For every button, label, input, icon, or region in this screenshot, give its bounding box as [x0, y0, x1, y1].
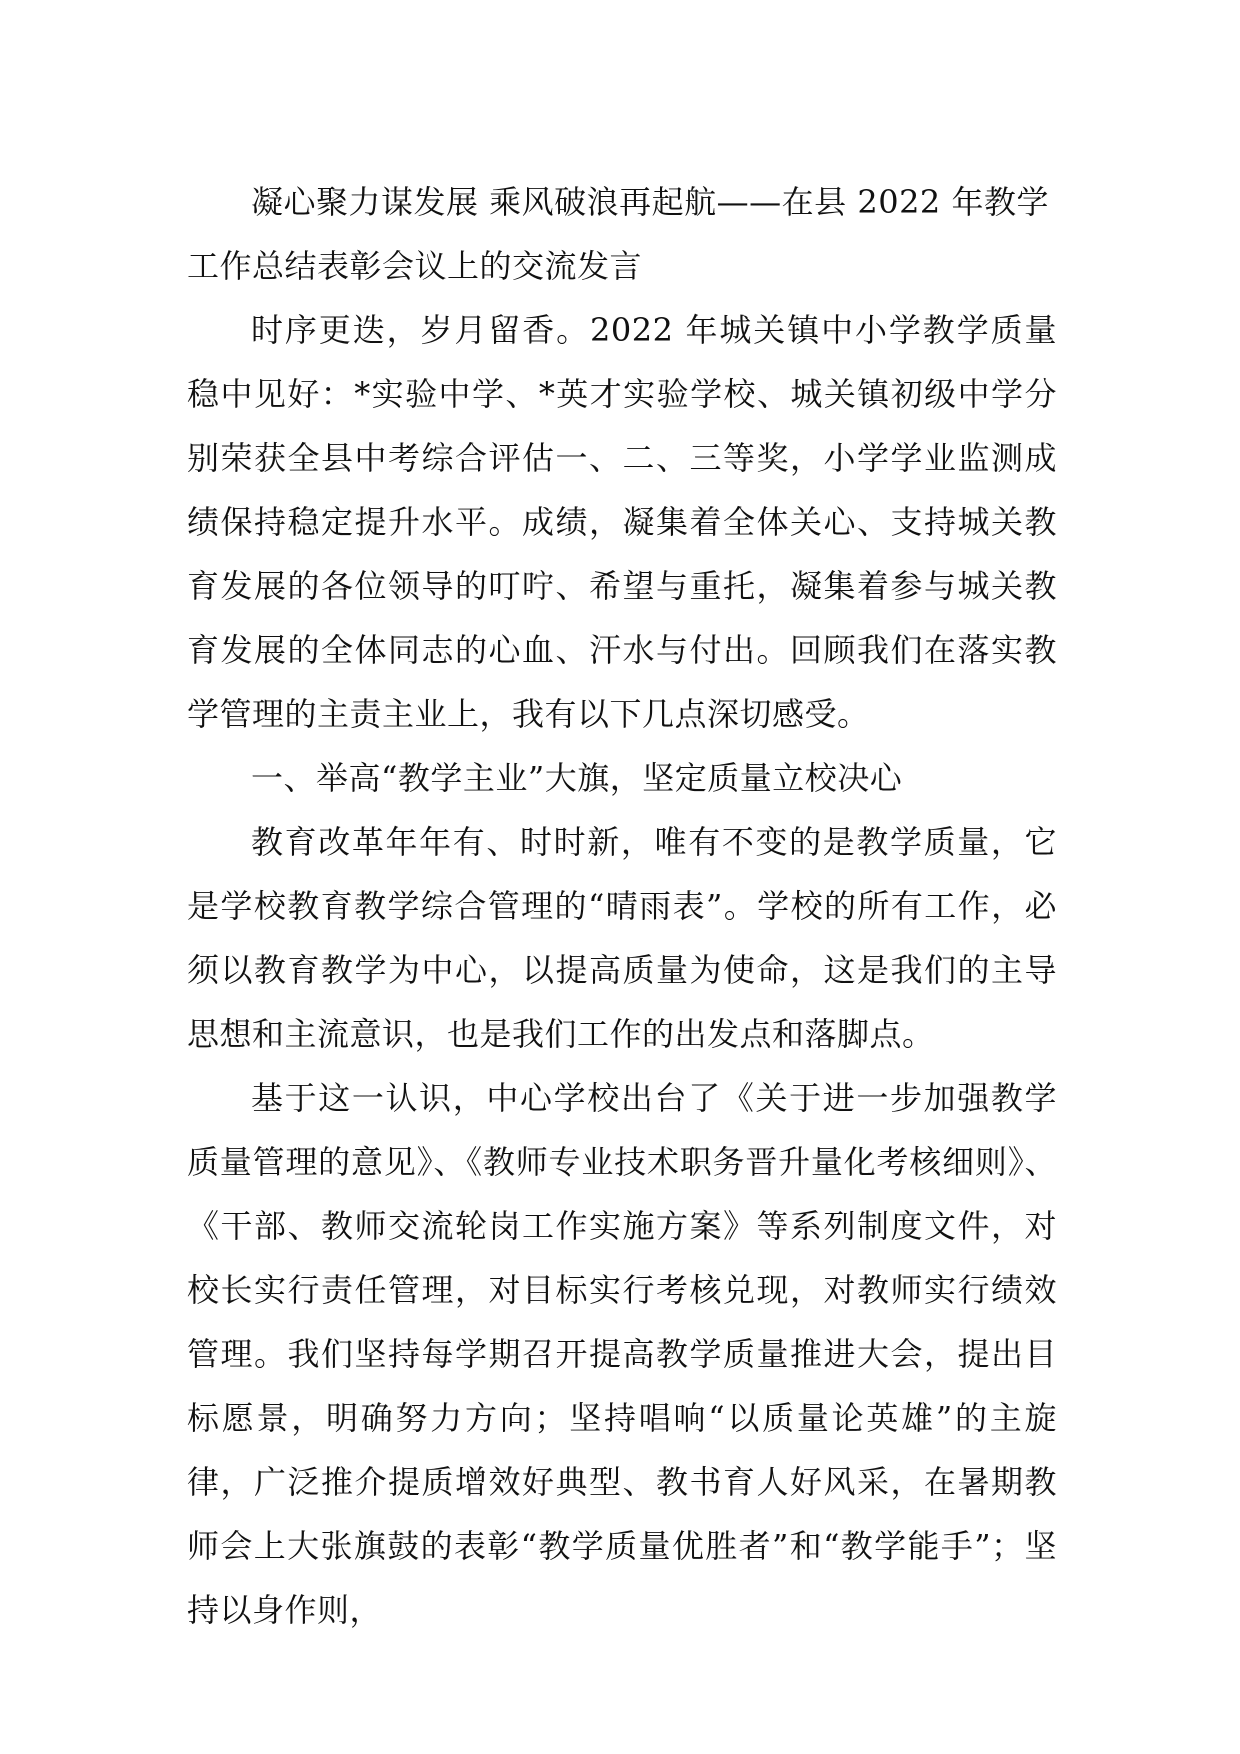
paragraph-intro: 时序更迭，岁月留香。2022 年城关镇中小学教学质量稳中见好：*实验中学、*英才实验学校、城关镇初级中学分别荣获全县中考综合评估一、二、三等奖，小学学业监测成绩保持稳定提升水平。成绩，凝集着全体关心、支持城关教育发展的各位领导的叮咛、希望与重托，凝集着参与城关教育发展的全体同志的心血、汗水与付出。回顾我们在落实教学管理的主责主业上，我有以下几点深切感受。	[187, 311, 1057, 733]
document-body	[187, 170, 1057, 1642]
document-title: 凝心聚力谋发展 乘风破浪再起航——在县 2022 年教学工作总结表彰会议上的交流发言	[187, 183, 1049, 285]
paragraph-policy-measures: 基于这一认识，中心学校出台了《关于进一步加强教学质量管理的意见》、《教师专业技术职务晋升量化考核细则》、《干部、教师交流轮岗工作实施方案》等系列制度文件，对校长实行责任管理，对目标实行考核兑现，对教师实行绩效管理。我们坚持每学期召开提高教学质量推进大会，提出目标愿景，明确努力方向；坚持唱响“以质量论英雄”的主旋律，广泛推介提质增效好典型、教书育人好风采，在暑期教师会上大张旗鼓的表彰“教学质量优胜者”和“教学能手”；坚持以身作则，	[187, 1079, 1057, 1629]
section-heading-1: 一、举高“教学主业”大旗，坚定质量立校决心	[251, 759, 903, 797]
paragraph-quality-center: 教育改革年年有、时时新，唯有不变的是教学质量，它是学校教育教学综合管理的“晴雨表”。学校的所有工作，必须以教育教学为中心，以提高质量为使命，这是我们的主导思想和主流意识，也是我们工作的出发点和落脚点。	[187, 823, 1057, 1053]
